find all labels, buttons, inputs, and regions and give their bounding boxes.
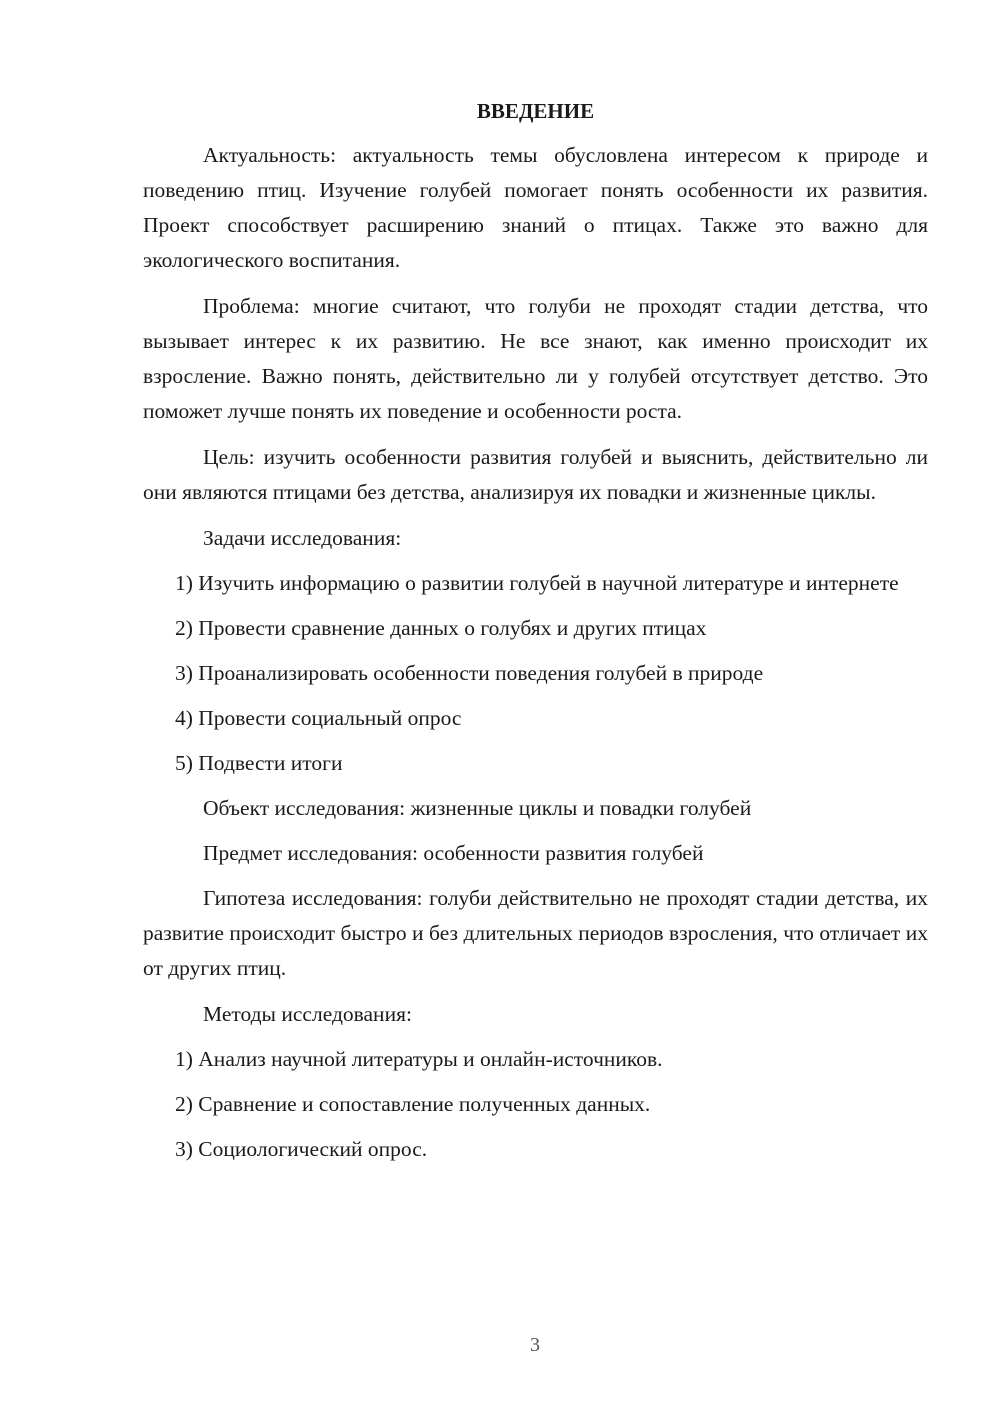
relevance-paragraph: Актуальность: актуальность темы обусловлена интересом к природе и поведению птиц. Изучение голубей помогает понять особенности их развития. Проект способствует расширению знаний о птицах. Также это важно для экологического воспитания. [143,143,928,272]
method-item: 2) Сравнение и сопоставление полученных данных. [175,1092,651,1116]
section-title: ВВЕДЕНИЕ [476,99,595,123]
methods-heading: Методы исследования: [203,1002,412,1026]
tasks-heading: Задачи исследования: [203,526,402,550]
task-item: 2) Провести сравнение данных о голубях и других птицах [175,616,707,640]
task-item: 1) Изучить информацию о развитии голубей в научной литературе и интернете [175,571,899,595]
task-item: 5) Подвести итоги [175,751,343,775]
problem-paragraph: Проблема: многие считают, что голуби не проходят стадии детства, что вызывает интерес к их развитию. Не все знают, как именно происходит их взросление. Важно понять, действительно ли у голубей отсутствует детство. Это поможет лучше понять их поведение и особенности роста. [143,294,928,423]
object-line: Объект исследования: жизненные циклы и повадки голубей [203,796,752,820]
document-page [143,96,928,1177]
task-item: 4) Провести социальный опрос [175,706,462,730]
subject-line: Предмет исследования: особенности развития голубей [203,841,704,865]
page-number: 3 [530,1334,540,1356]
hypothesis-paragraph: Гипотеза исследования: голуби действительно не проходят стадии детства, их развитие происходит быстро и без длительных периодов взросления, что отличает их от других птиц. [143,886,928,980]
method-item: 3) Социологический опрос. [175,1137,428,1161]
method-item: 1) Анализ научной литературы и онлайн-источников. [175,1047,663,1071]
goal-paragraph: Цель: изучить особенности развития голубей и выяснить, действительно ли они являются птицами без детства, анализируя их повадки и жизненные циклы. [143,445,928,504]
task-item: 3) Проанализировать особенности поведения голубей в природе [175,661,764,685]
